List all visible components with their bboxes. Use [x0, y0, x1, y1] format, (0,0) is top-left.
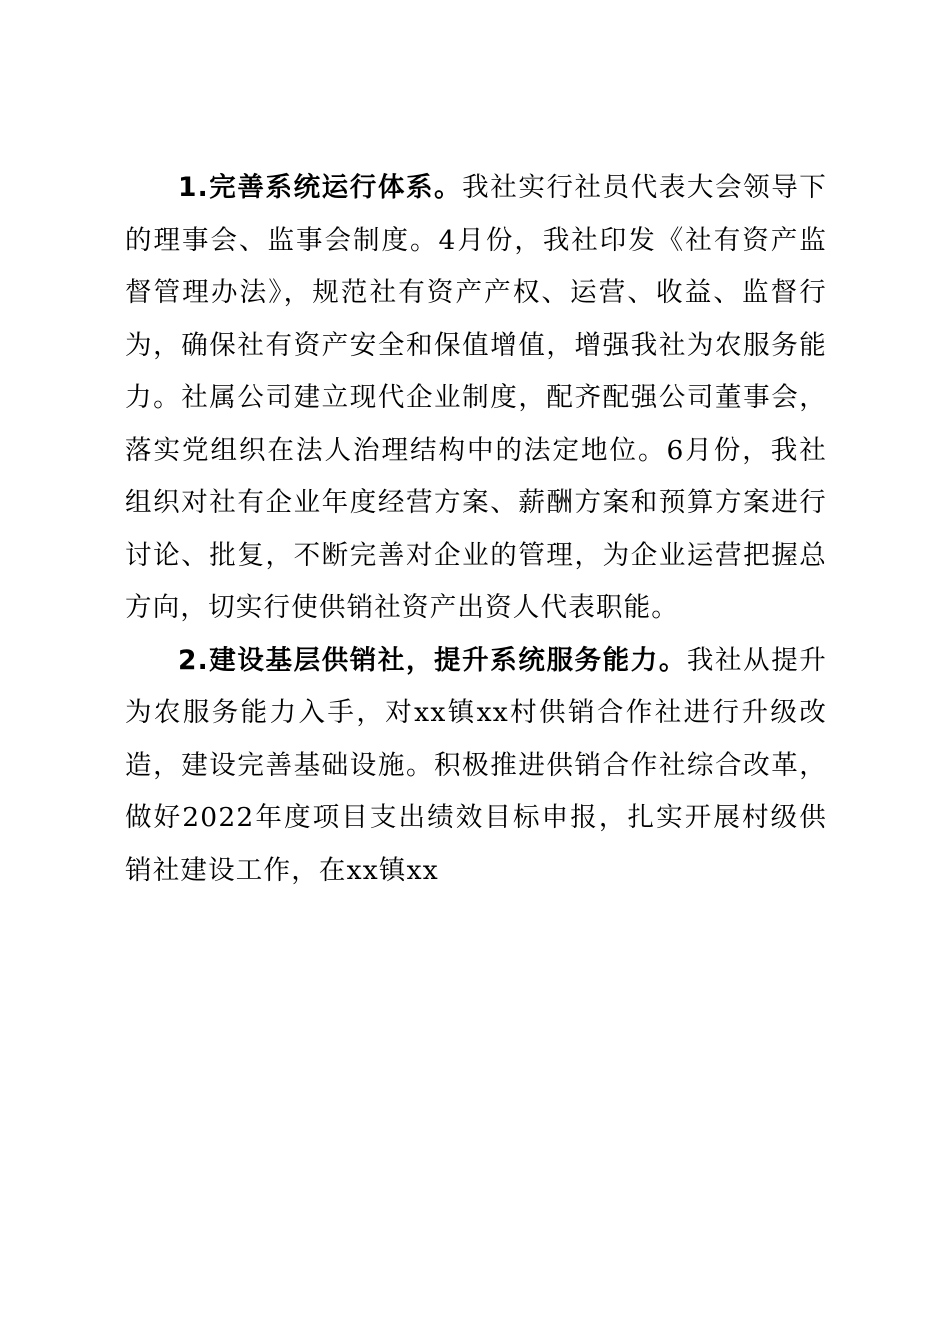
paragraph-1	[125, 162, 827, 635]
document-body	[125, 162, 827, 897]
paragraph-2-text: 我社从提升为农服务能力入手，对xx镇xx村供销合作社进行升级改造，建设完善基础设施。积极推进供销合作社综合改革，做好2022年度项目支出绩效目标申报，扎实开展村级供销社建设工作，在xx镇xx	[125, 644, 828, 886]
paragraph-2-heading: 2.建设基层供销社，提升系统服务能力。	[178, 644, 687, 676]
paragraph-2	[125, 635, 827, 898]
paragraph-1-text: 我社实行社员代表大会领导下的理事会、监事会制度。4月份，我社印发《社有资产监督管理办法》，规范社有资产产权、运营、收益、监督行为，确保社有资产安全和保值增值，增强我社为农服务能力。社属公司建立现代企业制度，配齐配强公司董事会，落实党组织在法人治理结构中的法定地位。6月份，我社组织对社有企业年度经营方案、薪酬方案和预算方案进行讨论、批复，不断完善对企业的管理，为企业运营把握总方向，切实行使供销社资产出资人代表职能。	[125, 172, 827, 623]
paragraph-1-heading: 1.完善系统运行体系。	[178, 172, 463, 203]
